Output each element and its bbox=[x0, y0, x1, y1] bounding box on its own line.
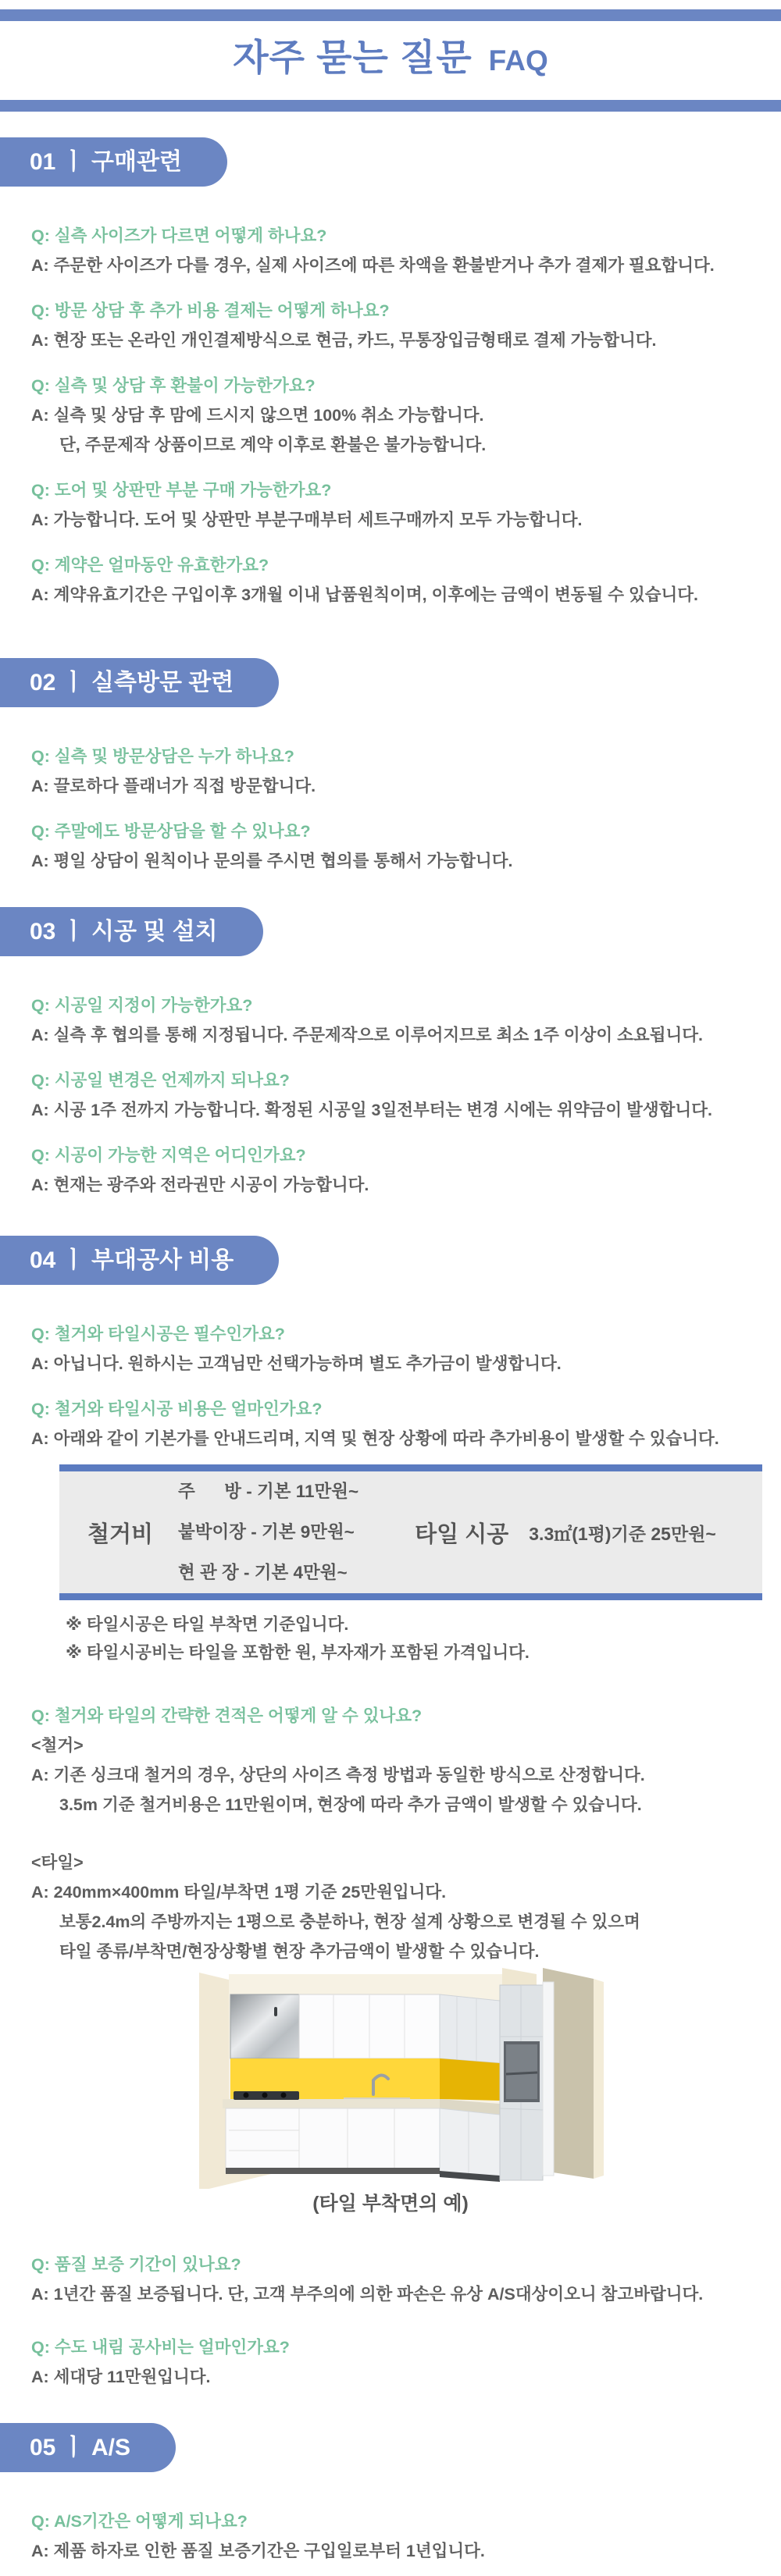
table-row: 주 방 - 기본 11만원~ bbox=[178, 1482, 359, 1501]
demolition-cost-rows bbox=[178, 1471, 358, 1593]
answer-line: 보통2.4m의 주방까지는 1평으로 충분하나, 현장 설계 상황으로 변경될 수 있으며 bbox=[59, 1912, 640, 1931]
answer-line: 타일 종류/부착면/현장상황별 현장 추가금액이 발생할 수 있습니다. bbox=[59, 1942, 540, 1961]
question: Q: A/S기간은 어떻게 되나요? bbox=[31, 2512, 248, 2531]
answer-line: A: 끌로하다 플래너가 직접 방문합니다. bbox=[31, 777, 316, 795]
qa-item bbox=[31, 2507, 781, 2566]
answer-line: A: 실측 및 상담 후 맘에 드시지 않으면 100% 취소 가능합니다. bbox=[31, 406, 484, 425]
qa-item bbox=[31, 742, 781, 801]
qa-item bbox=[31, 1394, 781, 1453]
answer-line: A: 가능합니다. 도어 및 상판만 부분구매부터 세트구매까지 모두 가능합니다. bbox=[31, 511, 583, 529]
answer-line: A: 세대당 11만원입니다. bbox=[31, 2368, 211, 2386]
answer-line: A: 아닙니다. 원하시는 고객님만 선택가능하며 별도 추가금이 발생합니다. bbox=[31, 1354, 562, 1373]
question: Q: 도어 및 상판만 부분 구매 가능한가요? bbox=[31, 481, 332, 500]
kitchen-image-caption: (타일 부착면의 예) bbox=[312, 2193, 469, 2215]
table-note: ※ 타일시공비는 타일을 포함한 원, 부자재가 포함된 가격입니다. bbox=[66, 1643, 530, 1662]
question: Q: 품질 보증 기간이 있나요? bbox=[31, 2255, 241, 2274]
question: Q: 방문 상담 후 추가 비용 결제는 어떻게 하나요? bbox=[31, 301, 390, 320]
page-title bbox=[0, 35, 781, 84]
answer-line: A: 240mm×400mm 타일/부착면 1평 기준 25만원입니다. bbox=[31, 1883, 447, 1902]
qa-item bbox=[31, 991, 781, 1050]
qa-item bbox=[31, 296, 781, 355]
page-title-suffix: FAQ bbox=[488, 44, 548, 76]
section-badge-03: 03 ㅣ 시공 및 설치 bbox=[0, 907, 263, 956]
answer-line: A: 주문한 사이즈가 다를 경우, 실제 사이즈에 따른 차액을 환불받거나 추가 결제가 필요합니다. bbox=[31, 256, 715, 275]
answer-line: A: 1년간 품질 보증됩니다. 단, 고객 부주의에 의한 파손은 유상 A/S대상이오니 참고바랍니다. bbox=[31, 2285, 704, 2304]
answer-line: A: 현장 또는 온라인 개인결제방식으로 현금, 카드, 무통장입금형태로 결제 가능합니다. bbox=[31, 331, 657, 350]
section-site-visit bbox=[0, 610, 781, 876]
qa-item bbox=[31, 1319, 781, 1379]
question: Q: 실측 사이즈가 다르면 어떻게 하나요? bbox=[31, 226, 327, 245]
qa-item bbox=[31, 475, 781, 535]
answer-line: 3.5m 기준 철거비용은 11만원이며, 현장에 따라 추가 금액이 발생할 수 있습니다. bbox=[59, 1795, 642, 1814]
question: Q: 철거와 타일의 간략한 견적은 어떻게 알 수 있나요? bbox=[31, 1706, 423, 1725]
qa-item bbox=[31, 371, 781, 460]
question: Q: 시공일 변경은 언제까지 되나요? bbox=[31, 1071, 290, 1090]
qa-item bbox=[31, 2332, 781, 2392]
section-badge-02: 02 ㅣ 실측방문 관련 bbox=[0, 658, 279, 707]
answer-line: 단, 주문제작 상품이므로 계약 이후로 환불은 불가능합니다. bbox=[59, 436, 487, 454]
section-construction bbox=[0, 876, 781, 1200]
question: Q: 계약은 얼마동안 유효한가요? bbox=[31, 556, 269, 575]
answer-line: A: 실측 후 협의를 통해 지정됩니다. 주문제작으로 이루어지므로 최소 1주 이상이 소요됩니다. bbox=[31, 1026, 703, 1044]
top-divider-bar bbox=[0, 9, 781, 21]
question: Q: 철거와 타일시공 비용은 얼마인가요? bbox=[31, 1400, 323, 1418]
qa-item bbox=[31, 1066, 781, 1125]
sub-label-demolition: <철거> bbox=[31, 1736, 84, 1755]
answer-line: A: 시공 1주 전까지 가능합니다. 확정된 시공일 3일전부터는 변경 시에는 위약금이 발생합니다. bbox=[31, 1101, 712, 1119]
qa-item bbox=[31, 1701, 781, 1966]
section-extra-cost bbox=[0, 1200, 781, 2392]
qa-item bbox=[31, 2250, 781, 2309]
section-as bbox=[0, 2392, 781, 2566]
qa-item bbox=[31, 817, 781, 876]
answer-line: A: 제품 하자로 인한 품질 보증기간은 구입일로부터 1년입니다. bbox=[31, 2542, 485, 2560]
qa-item bbox=[31, 550, 781, 610]
answer-line: A: 아래와 같이 기본가를 안내드리며, 지역 및 현장 상황에 따라 추가비용이 발생할 수 있습니다. bbox=[31, 1429, 719, 1448]
section-badge-05: 05 ㅣ A/S bbox=[0, 2423, 176, 2472]
title-bottom-bar bbox=[0, 100, 781, 112]
page-title-main: 자주 묻는 질문 bbox=[233, 37, 473, 78]
question: Q: 주말에도 방문상담을 할 수 있나요? bbox=[31, 822, 311, 841]
section-purchase bbox=[0, 112, 781, 610]
table-row: 현 관 장 - 기본 4만원~ bbox=[178, 1563, 348, 1582]
tile-cost-label: 타일 시공 bbox=[415, 1521, 509, 1547]
question: Q: 수도 내림 공사비는 얼마인가요? bbox=[31, 2338, 290, 2357]
qa-item bbox=[31, 1140, 781, 1200]
section-badge-04: 04 ㅣ 부대공사 비용 bbox=[0, 1236, 279, 1285]
section-badge-01: 01 ㅣ 구매관련 bbox=[0, 137, 227, 187]
table-row: 붙박이장 - 기본 9만원~ bbox=[178, 1522, 355, 1542]
sub-label-tile: <타일> bbox=[31, 1853, 84, 1872]
table-note: ※ 타일시공은 타일 부착면 기준입니다. bbox=[66, 1615, 349, 1634]
qa-item bbox=[31, 221, 781, 280]
answer-line: A: 계약유효기간은 구입이후 3개월 이내 납품원칙이며, 이후에는 금액이 변동될 수 있습니다. bbox=[31, 585, 699, 604]
question: Q: 철거와 타일시공은 필수인가요? bbox=[31, 1325, 285, 1343]
answer-line: A: 현재는 광주와 전라권만 시공이 가능합니다. bbox=[31, 1176, 369, 1194]
demolition-cost-label: 철거비 bbox=[87, 1521, 154, 1547]
question: Q: 실측 및 상담 후 환불이 가능한가요? bbox=[31, 376, 316, 395]
cost-table bbox=[59, 1464, 762, 1600]
question: Q: 실측 및 방문상담은 누가 하나요? bbox=[31, 747, 294, 766]
question: Q: 시공일 지정이 가능한가요? bbox=[31, 996, 253, 1015]
answer-line: A: 기존 싱크대 철거의 경우, 상단의 사이즈 측정 방법과 동일한 방식으로 산정합니다. bbox=[31, 1766, 645, 1784]
question: Q: 시공이 가능한 지역은 어디인가요? bbox=[31, 1146, 306, 1165]
answer-line: A: 평일 상담이 원칙이나 문의를 주시면 협의를 통해서 가능합니다. bbox=[31, 852, 513, 870]
kitchen-illustration bbox=[199, 1966, 613, 2189]
tile-cost-value: 3.3㎡(1평)기준 25만원~ bbox=[529, 1523, 716, 1544]
